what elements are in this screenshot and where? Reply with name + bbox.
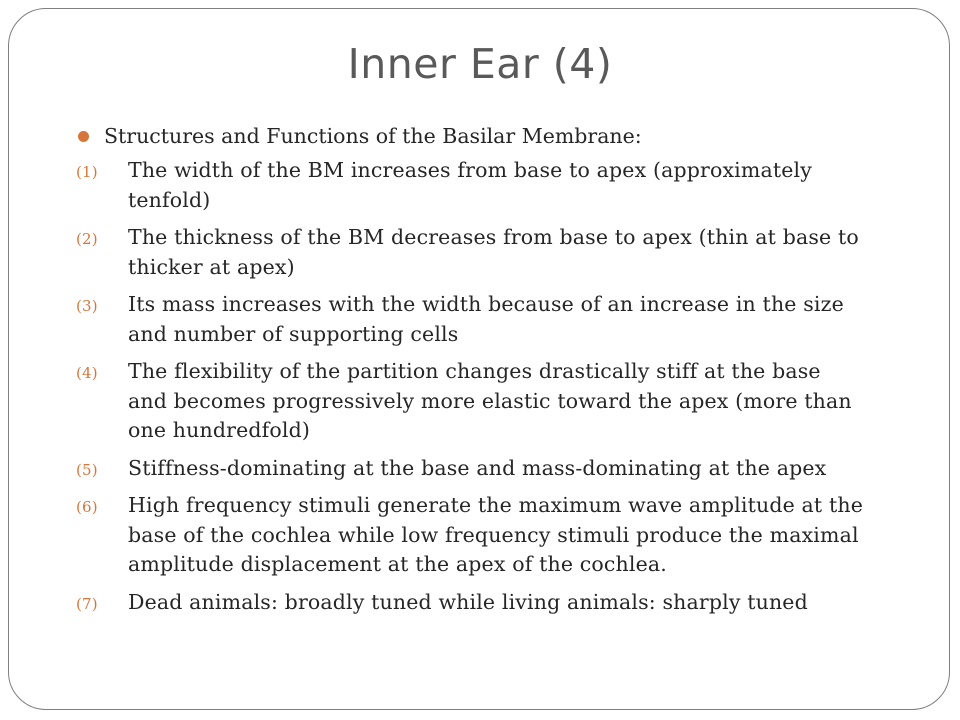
list-item <box>76 357 866 446</box>
list-item-text: The thickness of the BM decreases from base to apex (thin at base to thicker at apex) <box>128 225 859 279</box>
slide-content <box>76 122 866 625</box>
list-item <box>76 491 866 580</box>
list-item <box>76 156 866 215</box>
bullet-heading <box>76 122 866 151</box>
list-item-number: (6) <box>76 498 98 516</box>
list-item <box>76 588 866 618</box>
list-item-text: Dead animals: broadly tuned while living animals: sharply tuned <box>128 589 808 614</box>
list-item-text: The width of the BM increases from base to apex (approximately tenfold) <box>128 158 812 212</box>
list-item <box>76 290 866 349</box>
list-item-number: (7) <box>76 594 98 613</box>
list-item-text: The flexibility of the partition changes drastically stiff at the base and becomes progressively more elastic toward the apex (more than one hundredfold) <box>128 359 852 442</box>
list-item-text: Stiffness-dominating at the base and mass-dominating at the apex <box>128 455 827 480</box>
bullet-heading-text: Structures and Functions of the Basilar Membrane: <box>104 124 642 148</box>
list-item-number: (2) <box>76 230 98 248</box>
bullet-dot-icon <box>78 131 89 142</box>
list-item-number: (4) <box>76 364 98 382</box>
list-item-text: High frequency stimuli generate the maximum wave amplitude at the base of the cochlea while low frequency stimuli produce the maximal amplitude displacement at the apex of the cochlea. <box>128 493 863 576</box>
list-item-text: Its mass increases with the width because of an increase in the size and number of supporting cells <box>128 292 844 346</box>
list-item-number: (3) <box>76 297 98 315</box>
slide-title: Inner Ear (4) <box>347 40 613 88</box>
list-item-number: (1) <box>76 163 98 181</box>
list-item <box>76 223 866 282</box>
numbered-list <box>76 156 866 617</box>
list-item <box>76 454 866 484</box>
list-item-number: (5) <box>76 460 98 479</box>
